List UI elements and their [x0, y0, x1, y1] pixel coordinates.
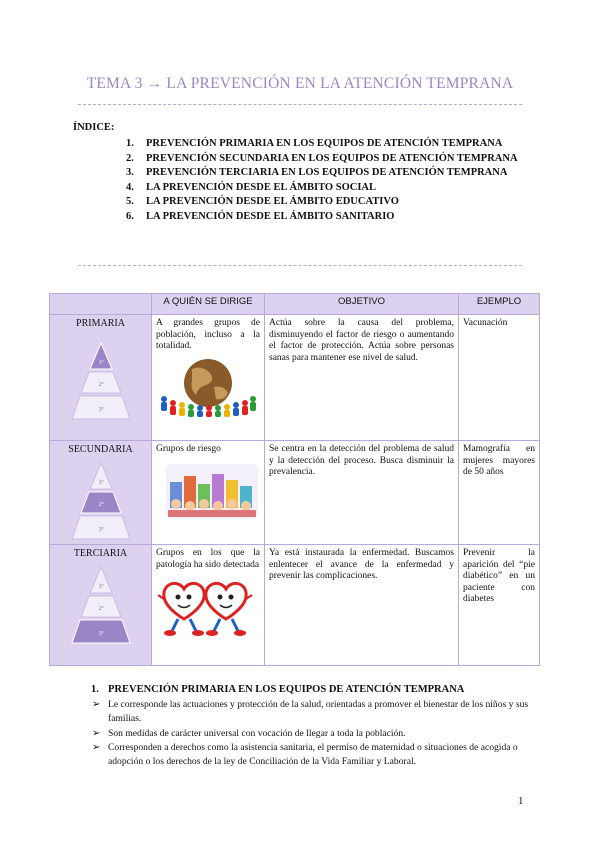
list-item: ➢ Le corresponde las actuaciones y protección de la salud, orientadas a promover el bienestar de los niños y sus familias.	[92, 699, 529, 725]
index-item: 2. PREVENCIÓN SECUNDARIA EN LOS EQUIPOS DE ATENCIÓN TEMPRANA	[126, 152, 518, 164]
section-heading: 1. PREVENCIÓN PRIMARIA EN LOS EQUIPOS DE ATENCIÓN TEMPRANA	[91, 684, 465, 695]
cell-dirige-primaria: A grandes grupos de población, incluso a la totalidad.	[152, 315, 265, 441]
page-title: TEMA 3 → LA PREVENCIÓN EN LA ATENCIÓN TEMPRANA	[86, 75, 514, 92]
index-item: 3. PREVENCIÓN TERCIARIA EN LOS EQUIPOS DE ATENCIÓN TEMPRANA	[126, 167, 508, 178]
pyramid-primaria-icon	[70, 341, 132, 421]
svg-text:3º: 3º	[98, 407, 103, 413]
cell-objetivo-primaria: Actúa sobre la causa del problema, disminuyendo el factor de riesgo o aumentando el factor de protección. Actúa sobre personas sanas para mantener ese nivel de salud.	[265, 315, 459, 441]
index-item: 6. LA PREVENCIÓN DESDE EL ÁMBITO SANITARIO	[126, 210, 395, 222]
cell-ejemplo-terciaria: Prevenir la aparición del “pie diabético” en un paciente con diabetes	[459, 545, 540, 666]
row-label-terciaria: TERCIARIA 1º 2º 3º	[50, 545, 152, 666]
index-list	[126, 137, 526, 224]
arrow-bullet-icon: ➢	[92, 741, 101, 753]
section-bullet-list	[92, 698, 532, 769]
table-header-row	[50, 294, 540, 315]
svg-text:1º: 1º	[98, 480, 103, 486]
cell-objetivo-terciaria: Ya está instaurada la enfermedad. Buscamos enlentecer el avance de la enfermedad y prevenir las complicaciones.	[265, 545, 459, 666]
divider-top	[78, 104, 522, 105]
cell-objetivo-secundaria: Se centra en la detección del problema de salud y la detección del proceso. Busca disminuir la prevalencia.	[265, 441, 459, 545]
table-row-terciaria	[50, 545, 540, 666]
svg-text:3º: 3º	[98, 631, 103, 637]
table-row-primaria	[50, 315, 540, 441]
cell-dirige-terciaria: Grupos en los que la patología ha sido detectada	[152, 545, 265, 666]
svg-text:2º: 2º	[98, 382, 103, 388]
header-objetivo: OBJETIVO	[265, 294, 459, 315]
list-item: ➢ Son medidas de carácter universal con vocación de llegar a toda la población.	[92, 727, 532, 741]
index-item: 5. LA PREVENCIÓN DESDE EL ÁMBITO EDUCATIVO	[126, 196, 399, 207]
cell-ejemplo-secundaria: Mamografía en mujeres mayores de 50 años	[459, 441, 540, 545]
table-row-secundaria	[50, 441, 540, 545]
page-number: 1	[518, 795, 524, 807]
index-item: 1. PREVENCIÓN PRIMARIA EN LOS EQUIPOS DE ATENCIÓN TEMPRANA	[126, 138, 503, 149]
arrow-bullet-icon: ➢	[92, 699, 101, 710]
divider-bottom	[78, 265, 522, 266]
risk-group-image	[164, 460, 260, 520]
cell-dirige-secundaria: Grupos de riesgo	[152, 441, 265, 545]
pyramid-secundaria-icon	[70, 461, 132, 541]
header-ejemplo: EJEMPLO	[459, 294, 540, 315]
header-dirige: A QUIÉN SE DIRIGE	[152, 294, 265, 315]
index-item: 4. LA PREVENCIÓN DESDE EL ÁMBITO SOCIAL	[126, 181, 376, 193]
pyramid-terciaria-icon	[70, 565, 132, 645]
prevention-table	[49, 293, 540, 666]
list-item: ➢ Corresponden a derechos como la asistencia sanitaria, el permiso de maternidad o situaciones de acogida o adopción o los derechos de la ley de Conciliación de la Vida Familiar y Laboral.	[92, 741, 518, 768]
svg-text:1º: 1º	[98, 584, 103, 590]
cell-ejemplo-primaria: Vacunación	[459, 315, 540, 441]
hearts-cartoon-image	[156, 575, 256, 641]
svg-text:2º: 2º	[98, 502, 103, 508]
arrow-bullet-icon: ➢	[92, 727, 101, 739]
globe-people-image	[156, 357, 260, 417]
svg-text:3º: 3º	[98, 527, 103, 533]
svg-text:2º: 2º	[98, 606, 103, 612]
header-empty	[50, 294, 152, 315]
index-label: ÍNDICE:	[73, 122, 115, 133]
svg-text:1º: 1º	[98, 360, 103, 366]
row-label-secundaria: SECUNDARIA 1º 2º 3º	[50, 441, 152, 545]
row-label-primaria: PRIMARIA 1º 2º 3º	[50, 315, 152, 441]
